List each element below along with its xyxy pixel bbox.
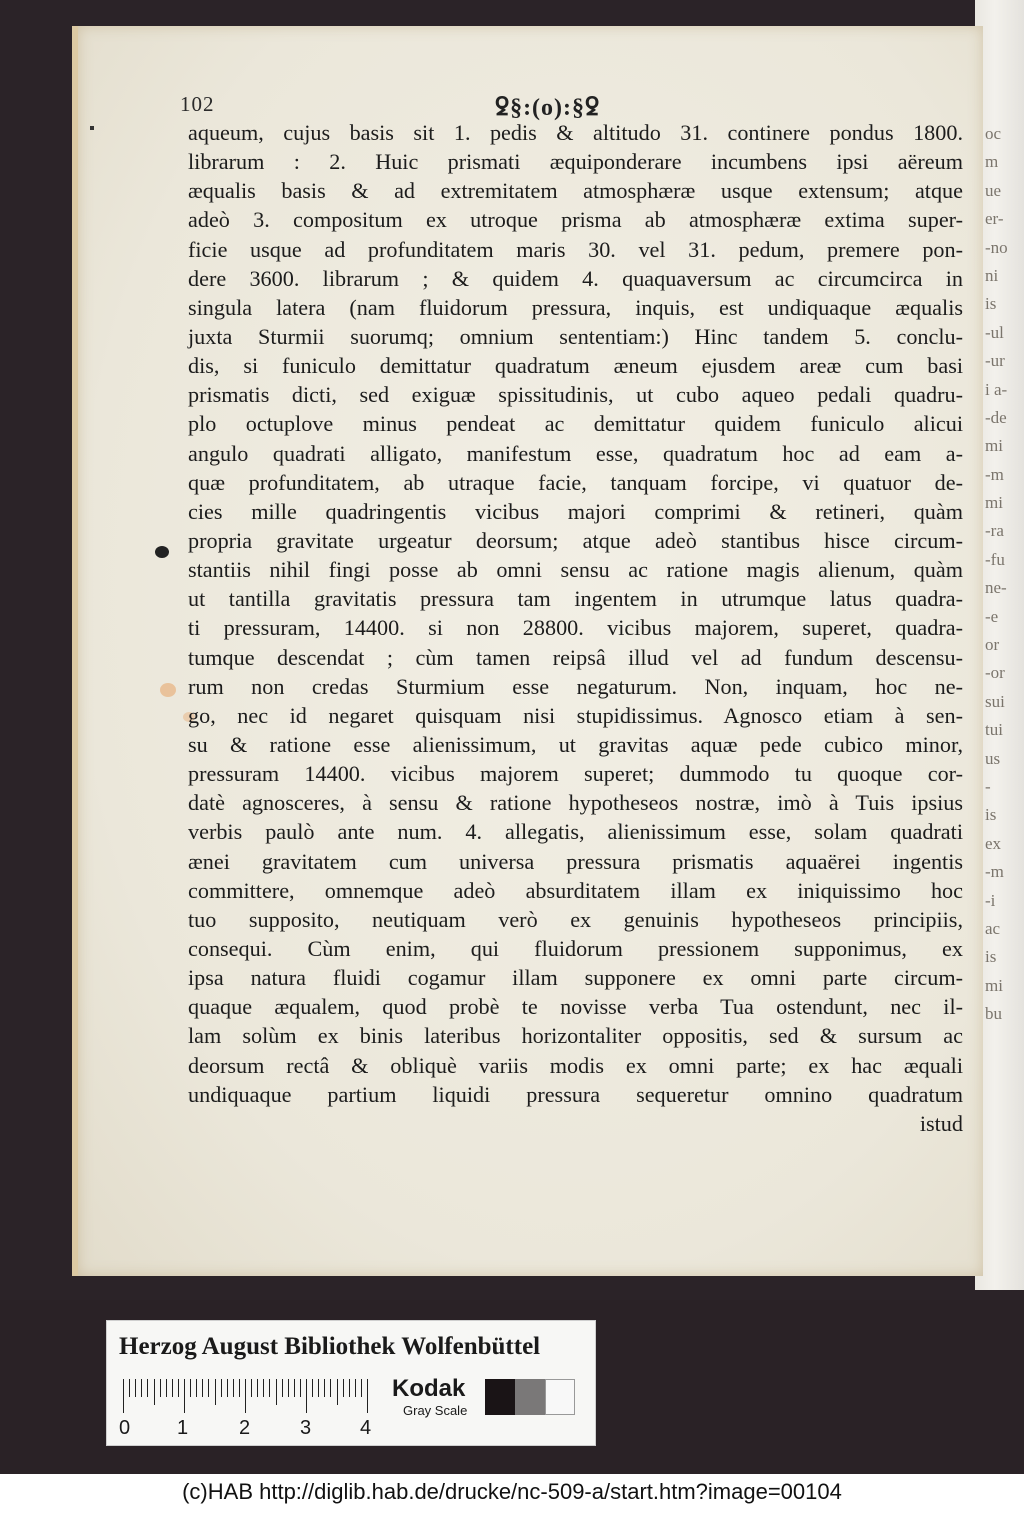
text-line: dis, si funiculo demittatur quadratum æneum ejusdem areæ cum basi [188,353,963,379]
page-body-text [188,118,963,1138]
opposite-fragment: ac [985,918,1001,938]
opposite-fragment: sui [985,691,1005,711]
text-line: stantiis nihil fingi posse ab omni sensu ac ratione magis alienum, quàm [188,557,963,583]
opposite-fragment: -i [985,890,996,910]
text-line: consequi. Cùm enim, qui fluidorum pressionem supponimus, ex [188,935,963,961]
opposite-fragment: -ra [985,521,1004,541]
ruler-tick [184,1379,185,1413]
ruler-tick [208,1379,209,1397]
text-line: su & ratione esse alienissimum, ut gravitas aquæ pede cubico minor, [188,731,963,757]
opposite-fragment: tui [985,720,1003,740]
opposite-fragment: -ul [985,322,1004,342]
ruler-tick [318,1379,319,1397]
text-line: ipsa natura fluidi cogamur illam supponere ex omni parte circum- [188,965,963,991]
text-line: deorsum rectâ & obliquè variis modis ex omni parte; ex hac æquali [188,1052,963,1078]
opposite-fragment: -no [985,237,1008,257]
opposite-fragment: m [985,152,999,172]
text-line: adeò 3. compositum ex utroque prisma ab atmosphæræ extima super- [188,207,963,233]
opposite-fragment: is [985,294,997,314]
ruler-tick [306,1379,307,1413]
ruler-tick [294,1379,295,1397]
ruler-tick [330,1379,331,1397]
opposite-fragment: - [985,776,991,796]
text-line: verbis paulò ante num. 4. allegatis, alienissimum esse, solam quadrati [188,819,963,845]
ruler-tick [355,1379,356,1397]
gray-scale-label: Gray Scale [403,1403,468,1418]
opposite-fragment: -or [985,663,1005,683]
ruler-tick [367,1379,368,1413]
ruler-tick [196,1379,197,1397]
opposite-fragment: ex [985,833,1002,853]
opposite-fragment: -fu [985,549,1005,569]
text-line: cies mille quadringentis vicibus majori comprimi & retineri, quàm [188,498,963,524]
ruler-tick [129,1379,130,1397]
ruler-number: 0 [119,1417,131,1439]
ruler-tick [324,1379,325,1397]
ruler-tick [190,1379,191,1397]
ruler-tick [300,1379,301,1397]
ruler-tick [288,1379,289,1397]
text-line: dere 3600. librarum ; & quidem 4. quaquaversum ac circumcirca in [188,265,963,291]
ruler-tick [202,1379,203,1397]
ruler-number: 2 [239,1417,251,1439]
opposite-fragment: or [985,635,1000,655]
ruler-tick [172,1379,173,1397]
opposite-fragment: mi [985,975,1003,995]
kodak-logo: Kodak [392,1375,466,1402]
ruler-tick [263,1379,264,1397]
text-line: plo octuplove minus pendeat ac demittatur quidem funiculo alicui [188,411,963,437]
page-header [180,88,970,121]
ruler-number: 3 [300,1417,312,1439]
ruler-tick [135,1379,136,1397]
text-line: tumque descendat ; cùm tamen reipsâ illud vel ad fundum descensu- [188,644,963,670]
ruler-tick [337,1379,338,1405]
text-line: committere, omnemque adeò absurditatem illam ex iniquissimo hoc [188,877,963,903]
ruler-tick [312,1379,313,1397]
text-line: angulo quadrati alligato, manifestum esse, quadratum hoc ad eam a- [188,440,963,466]
measurement-ruler [123,1379,381,1415]
text-line: ut tantilla gravitatis pressura tam ingentem in utrumque latus quadra- [188,586,963,612]
ruler-tick [123,1379,124,1413]
opposite-fragment: -ur [985,351,1005,371]
stain-spot [160,683,176,697]
text-line: ænei gravitatem cum universa pressura prismatis aquaërei ingentis [188,848,963,874]
opposite-fragment: mi [985,436,1003,456]
gray-swatch-mid [515,1379,545,1415]
text-line: singula latera (nam fluidorum pressura, inquis, est undiquaque æqualis [188,294,963,320]
header-ornament: ꝿ§:(o):§ꝿ [495,95,601,121]
text-line: tuo supposito, neutiquam verò ex genuinis hypotheseos principiis, [188,906,963,932]
text-line: lam solùm ex binis lateribus horizontaliter oppositis, sed & sursum ac [188,1023,963,1049]
ruler-tick [276,1379,277,1405]
ruler-tick [257,1379,258,1397]
opposite-fragment: i a- [985,379,1008,399]
opposite-fragment: er- [985,209,1004,229]
ink-speck [90,126,94,130]
page-number: 102 [180,92,215,116]
text-line: quaque æqualem, quod probè te novisse verba Tua ostendunt, nec il- [188,994,963,1020]
library-name: Herzog August Bibliothek Wolfenbüttel [119,1333,541,1360]
ruler-tick [221,1379,222,1397]
text-line: datè agnosceres, à sensu & ratione hypotheseos nostræ, imò à Tuis ipsius [188,790,963,816]
opposite-fragment: -e [985,606,999,626]
ruler-number: 4 [360,1417,372,1439]
text-line: prismatis dicti, sed exiguæ spissitudinis, ut cubo aqueo pedali quadru- [188,382,963,408]
text-line: go, nec id negaret quisquam nisi stupidissimus. Agnosco etiam à sen- [188,702,963,728]
gray-swatch-black [485,1379,515,1415]
ruler-number: 1 [177,1417,189,1439]
opposite-fragment: bu [985,1004,1002,1024]
ruler-tick [147,1379,148,1397]
opposite-fragment: ue [985,180,1002,200]
opposite-fragment: is [985,805,997,825]
text-line: pressuram 14400. vicibus majorem superet; dummodo tu quoque cor- [188,761,963,787]
opposite-fragment: -de [985,407,1007,427]
ruler-tick [361,1379,362,1397]
source-url-footer: (c)HAB http://diglib.hab.de/drucke/nc-509-a/start.htm?image=00104 [0,1474,1024,1513]
ruler-tick [154,1379,155,1405]
ruler-tick [227,1379,228,1397]
ruler-tick [245,1379,246,1413]
text-line: librarum : 2. Huic prismati æquiponderare incumbens ipsi aëreum [188,149,963,175]
ruler-tick [343,1379,344,1397]
opposite-fragment: mi [985,493,1003,513]
ruler-tick [251,1379,252,1397]
opposite-fragment: ne- [985,578,1007,598]
opposite-fragment: us [985,748,1001,768]
ruler-tick [178,1379,179,1397]
ruler-tick [349,1379,350,1397]
text-line: propria gravitate urgeatur deorsum; atque adeò stantibus hisce circum- [188,527,963,553]
gray-swatch-white [545,1379,575,1415]
ruler-tick [282,1379,283,1397]
text-line: undiquaque partium liquidi pressura sequeretur omnino quadratum [188,1081,963,1107]
ruler-tick [269,1379,270,1397]
opposite-page-fragments [985,120,1024,1029]
opposite-fragment: ni [985,265,999,285]
text-line: rum non credas Sturmium esse negaturum. Non, inquam, hoc ne- [188,673,963,699]
catchword: istud [919,1110,963,1136]
text-line: juxta Sturmii suorumq; omnium sententiam:) Hinc tandem 5. conclu- [188,323,963,349]
text-line: æqualis basis & ad extremitatem atmosphæræ usque extensum; atque [188,178,963,204]
ruler-tick [239,1379,240,1397]
opposite-fragment: is [985,947,997,967]
text-line: aqueum, cujus basis sit 1. pedis & altitudo 31. continere pondus 1800. [188,120,963,145]
ink-blot [155,546,169,558]
ruler-tick [166,1379,167,1397]
archive-label-card [106,1320,596,1446]
text-line: ficie usque ad profunditatem maris 30. vel 31. pedum, premere pon- [188,236,963,262]
opposite-fragment: -m [985,862,1004,882]
opposite-fragment: oc [985,124,1002,143]
text-line: quæ profunditatem, ab utraque facie, tanquam forcipe, vi quatuor de- [188,469,963,495]
ruler-tick [160,1379,161,1397]
ruler-tick [215,1379,216,1405]
ruler-tick [141,1379,142,1397]
ruler-tick [233,1379,234,1397]
text-line: ti pressuram, 14400. si non 28800. vicibus majorem, superet, quadra- [188,615,963,641]
opposite-fragment: -m [985,464,1004,484]
